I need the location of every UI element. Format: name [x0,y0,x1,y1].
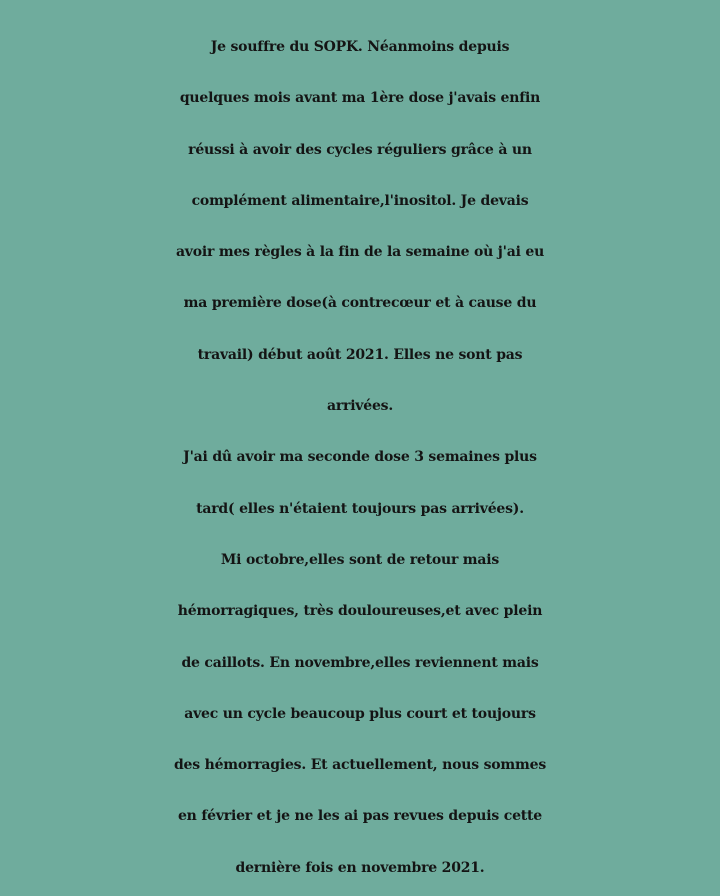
text-line: Mi octobre,elles sont de retour mais [220,551,500,568]
text-line: en février et je ne les ai pas revues depuis cette [177,808,543,825]
text-line: tard( elles n'étaient toujours pas arrivées). [196,500,524,517]
text-line: de caillots. En novembre,elles reviennent mais [181,654,539,671]
text-line: J'ai dû avoir ma seconde dose 3 semaines plus [183,449,537,466]
text-line: avec un cycle beaucoup plus court et toujours [184,705,536,722]
text-line: avoir mes règles à la fin de la semaine où j'ai eu [175,244,545,261]
text-line: arrivées. [326,398,394,415]
text-line: quelques mois avant ma 1ère dose j'avais enfin [179,90,541,107]
text-line: réussi à avoir des cycles réguliers grâce à un [188,141,532,158]
text-line: hémorragiques, très douloureuses,et avec plein [177,603,543,620]
text-line: complément alimentaire,l'inositol. Je devais [191,192,529,209]
text-line: Je souffre du SOPK. Néanmoins depuis [210,39,510,55]
text-line: dernière fois en novembre 2021. [235,859,485,876]
text-line: des hémorragies. Et actuellement, nous sommes [173,757,547,774]
text-line: ma première dose(à contrecœur et à cause du [183,295,537,312]
text-line: travail) début août 2021. Elles ne sont pas [197,346,523,363]
